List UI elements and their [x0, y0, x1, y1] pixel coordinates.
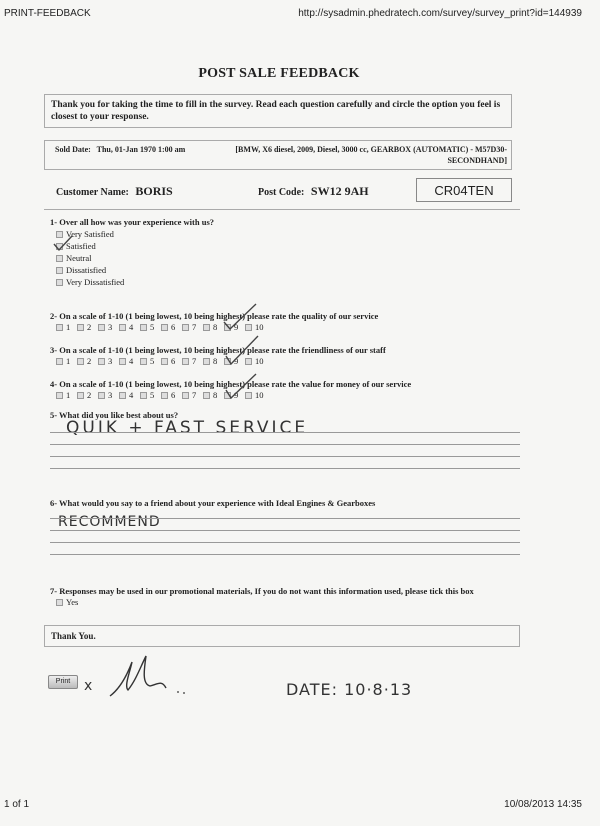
scale-option[interactable] — [119, 322, 140, 332]
handwritten-date: DATE: 10·8·13 — [286, 680, 413, 699]
customer-name-label: Customer Name: — [56, 187, 129, 198]
checkbox[interactable] — [119, 392, 126, 399]
scale-option-label: 10 — [255, 322, 264, 332]
scale-option-label: 2 — [87, 390, 92, 400]
question-7: 7- Responses may be used in our promotional materials, If you do not want this information used, please tick this box — [50, 586, 474, 596]
scale-option-label: 5 — [150, 356, 155, 366]
checkbox[interactable] — [161, 358, 168, 365]
print-datetime: 10/08/2013 14:35 — [504, 799, 582, 810]
scale-option[interactable] — [56, 322, 77, 332]
scale-option-label: 1 — [66, 390, 71, 400]
q1-handwritten-tick — [52, 234, 74, 252]
scale-option-label: 2 — [87, 322, 92, 332]
scale-option[interactable] — [140, 390, 161, 400]
answer-line — [50, 456, 520, 457]
scale-option[interactable] — [98, 390, 119, 400]
q1-option-neutral[interactable] — [56, 253, 92, 263]
checkbox[interactable] — [203, 358, 210, 365]
sale-info-box — [44, 140, 512, 170]
q1-option-label: Satisfied — [66, 241, 96, 251]
signature — [106, 650, 196, 702]
q3-handwritten-tick — [222, 334, 262, 366]
scale-option-label: 2 — [87, 356, 92, 366]
question-4: 4- On a scale of 1-10 (1 being lowest, 10 being highest) please rate the value for money of our service — [50, 379, 412, 389]
question-3: 3- On a scale of 1-10 (1 being lowest, 10 being highest) please rate the friendliness of our staff — [50, 345, 386, 355]
q5-handwritten-answer: QUIK + FAST SERVICE — [66, 418, 309, 438]
q2-handwritten-tick — [220, 302, 260, 332]
scale-option-label: 9 — [234, 356, 239, 366]
vehicle-info — [227, 145, 507, 167]
post-code-value: SW12 9AH — [310, 184, 369, 198]
scale-option-label: 10 — [255, 356, 264, 366]
answer-line — [50, 468, 520, 469]
answer-line — [50, 432, 520, 433]
checkbox[interactable] — [140, 358, 147, 365]
scale-option[interactable] — [140, 356, 161, 366]
scale-option-label: 4 — [129, 390, 134, 400]
checkbox[interactable] — [161, 392, 168, 399]
checkbox[interactable] — [56, 279, 63, 286]
sold-date — [55, 145, 185, 154]
post-code-label: Post Code: — [258, 187, 305, 198]
checkbox[interactable] — [182, 358, 189, 365]
scale-option-label: 8 — [213, 356, 218, 366]
scale-option-label: 7 — [192, 390, 197, 400]
thank-you-box: Thank You. — [44, 625, 520, 647]
scale-option[interactable] — [77, 356, 98, 366]
answer-line — [50, 554, 520, 555]
checkbox[interactable] — [161, 324, 168, 331]
feedback-form — [36, 52, 522, 712]
q1-option-dissatisfied[interactable] — [56, 265, 106, 275]
q7-option-yes[interactable] — [56, 597, 78, 607]
checkbox[interactable] — [119, 324, 126, 331]
checkbox[interactable] — [140, 392, 147, 399]
customer-name — [56, 184, 173, 199]
scale-option-label: 1 — [66, 356, 71, 366]
scale-option[interactable] — [203, 356, 224, 366]
answer-line — [50, 444, 520, 445]
q6-handwritten-answer: RECOMMEND — [58, 514, 161, 530]
scale-option-label: 6 — [171, 356, 176, 366]
page-number: 1 of 1 — [4, 799, 30, 810]
q1-option-label: Very Dissatisfied — [66, 277, 125, 287]
sold-date-label: Sold Date: — [55, 145, 91, 154]
checkbox[interactable] — [182, 324, 189, 331]
vehicle-line-1: [BMW, X6 diesel, 2009, Diesel, 3000 cc, GEARBOX (AUTOMATIC) - M57D30- — [235, 145, 507, 154]
q1-option-very-dissatisfied[interactable] — [56, 277, 124, 287]
post-code — [258, 184, 369, 199]
print-header-title: PRINT-FEEDBACK — [4, 8, 91, 19]
checkbox[interactable] — [140, 324, 147, 331]
scale-option-label: 1 — [66, 322, 71, 332]
scale-option[interactable] — [161, 322, 182, 332]
sold-date-value: Thu, 01-Jan 1970 1:00 am — [96, 145, 186, 154]
customer-row — [44, 174, 512, 204]
question-1: 1- Over all how was your experience with us? — [50, 217, 215, 227]
scale-option[interactable] — [161, 356, 182, 366]
scale-option[interactable] — [77, 322, 98, 332]
checkbox[interactable] — [98, 324, 105, 331]
print-button[interactable]: Print — [48, 675, 78, 689]
scale-option-label: 3 — [108, 390, 113, 400]
scale-option[interactable] — [161, 390, 182, 400]
scale-option[interactable] — [203, 390, 224, 400]
scale-option-label: 7 — [192, 322, 197, 332]
scale-option-label: 6 — [171, 322, 176, 332]
checkbox[interactable] — [203, 324, 210, 331]
answer-line — [50, 530, 520, 531]
answer-line — [50, 542, 520, 543]
vehicle-line-2: SECONDHAND] — [447, 155, 507, 165]
scale-option-label: 3 — [108, 356, 113, 366]
question-2: 2- On a scale of 1-10 (1 being lowest, 10 being highest) please rate the quality of our service — [50, 311, 379, 321]
scale-option-label: 3 — [108, 322, 113, 332]
scale-option[interactable] — [182, 322, 203, 332]
question-5: 5- What did you like best about us? — [50, 410, 179, 420]
print-header-url: http://sysadmin.phedratech.com/survey/survey_print?id=144939 — [298, 8, 582, 19]
customer-name-value: BORIS — [135, 184, 173, 198]
scale-option-label: 5 — [150, 322, 155, 332]
checkbox[interactable] — [56, 324, 63, 331]
scale-option[interactable] — [119, 390, 140, 400]
checkbox[interactable] — [119, 358, 126, 365]
scale-option-label: 7 — [192, 356, 197, 366]
question-6: 6- What would you say to a friend about your experience with Ideal Engines & Gearboxes — [50, 498, 376, 508]
scale-option-label: 10 — [255, 390, 264, 400]
scale-option-label: 4 — [129, 356, 134, 366]
q1-option-label: Neutral — [66, 253, 92, 263]
checkbox[interactable] — [56, 358, 63, 365]
scale-option-label: 4 — [129, 322, 134, 332]
q4-handwritten-tick — [222, 372, 262, 400]
scale-option[interactable] — [77, 390, 98, 400]
scale-option[interactable] — [56, 390, 77, 400]
scale-option[interactable] — [98, 356, 119, 366]
checkbox[interactable] — [77, 358, 84, 365]
checkbox[interactable] — [56, 392, 63, 399]
checkbox[interactable] — [98, 358, 105, 365]
scale-option-label: 8 — [213, 390, 218, 400]
checkbox[interactable] — [77, 324, 84, 331]
checkbox[interactable] — [203, 392, 210, 399]
scale-option-label: 9 — [234, 322, 239, 332]
form-title: POST SALE FEEDBACK — [198, 66, 360, 81]
checkbox[interactable] — [56, 599, 63, 606]
scale-option[interactable] — [98, 322, 119, 332]
scale-option-label: 6 — [171, 390, 176, 400]
scale-option[interactable] — [182, 390, 203, 400]
scale-option-label: 8 — [213, 322, 218, 332]
scale-option-label: 5 — [150, 390, 155, 400]
checkbox[interactable] — [77, 392, 84, 399]
answer-line — [50, 518, 520, 519]
scale-option-label: 9 — [234, 390, 239, 400]
signature-mark: x — [84, 678, 93, 694]
q7-option-label: Yes — [66, 597, 79, 607]
checkbox[interactable] — [56, 255, 63, 262]
q1-option-label: Very Satisfied — [66, 229, 114, 239]
scale-option[interactable] — [56, 356, 77, 366]
divider — [44, 209, 520, 210]
checkbox[interactable] — [56, 267, 63, 274]
scale-option[interactable] — [140, 322, 161, 332]
q1-option-label: Dissatisfied — [66, 265, 107, 275]
scale-option[interactable] — [119, 356, 140, 366]
checkbox[interactable] — [98, 392, 105, 399]
checkbox[interactable] — [182, 392, 189, 399]
scale-option[interactable] — [182, 356, 203, 366]
registration-box: CR04TEN — [416, 178, 512, 202]
intro-text: Thank you for taking the time to fill in the survey. Read each question carefully and circle the option you feel is closest to your response. — [44, 94, 512, 128]
